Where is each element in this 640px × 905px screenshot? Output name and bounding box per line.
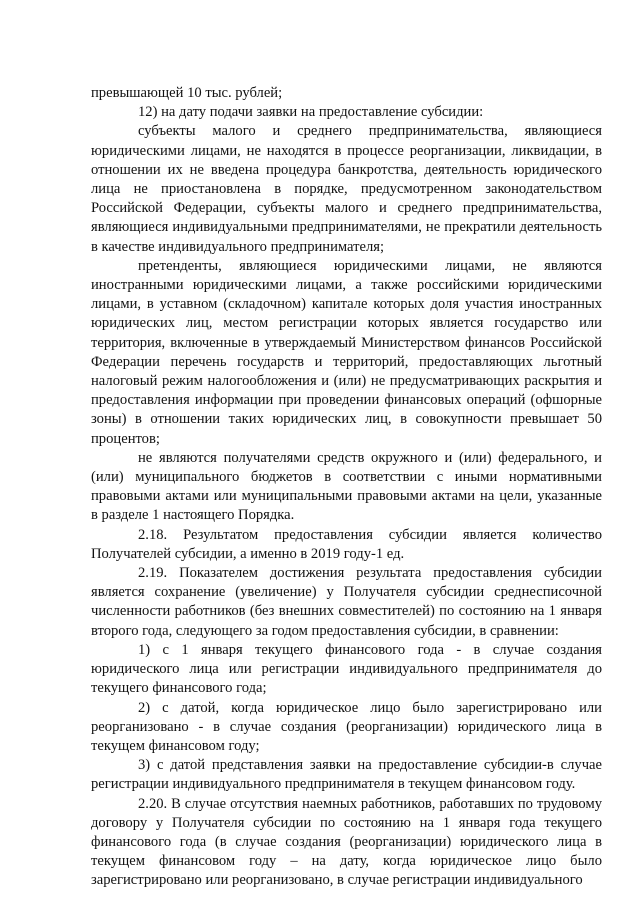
paragraph: 1) с 1 января текущего финансового года - в случае создания юридического лица или регистрации индивидуального предпринимателя до текущего финансового года; — [91, 641, 602, 697]
paragraph: 12) на дату подачи заявки на предоставление субсидии: — [138, 104, 484, 121]
paragraph: не являются получателями средств окружного и (или) федерального, и (или) муниципального бюджетов в соответствии с иными нормативными правовыми актами или муниципальными правовыми актами на цели, указанные в разделе 1 настоящего Порядка. — [91, 449, 602, 524]
paragraph: претенденты, являющиеся юридическими лицами, не являются иностранными юридическими лицами, а также российскими юридическими лицами, в уставном (складочном) капитале которых доля участия иностранных юридических лиц, местом регистрации которых является государство или территория, включенные в утверждаемый Министерством финансов Российской Федерации перечень государств и территорий, предоставляющих льготный налоговый режим налогообложения и (или) не предусматривающих раскрытия и предоставления информации при проведении финансовых операций (офшорные зоны) в отношении таких юридических лиц, в совокупности превышает 50 процентов; — [91, 257, 602, 447]
paragraph: 2) с датой, когда юридическое лицо было зарегистрировано или реорганизовано - в случае создания (реорганизации) юридического лица в текущем финансовом году; — [91, 699, 602, 754]
paragraph: 2.19. Показателем достижения результата предоставления субсидии является сохранение (увеличение) у Получателя субсидии среднесписочной численности работников (без внешних совместителей) по состоянию на 1 января второго года, следующего за годом предоставления субсидии, в сравнении: — [91, 565, 602, 639]
paragraph: субъекты малого и среднего предпринимательства, являющиеся юридическими лицами, не находятся в процессе реорганизации, ликвидации, в отношении их не введена процедура банкротства, деятельность юридического лица не приостановлена в порядке, предусмотренном законодательством Российской Федерации, субъекты малого и среднего предпринимательства, являющиеся индивидуальными предпринимателями, не прекратили деятельность в качестве индивидуального предпринимателя; — [91, 123, 602, 255]
paragraph: 2.18. Результатом предоставления субсидии является количество Получателей субсидии, а именно в 2019 году-1 ед. — [91, 526, 602, 562]
paragraph: превышающей 10 тыс. рублей; — [91, 85, 283, 101]
document-page — [91, 84, 602, 891]
paragraph: 2.20. В случае отсутствия наемных работников, работавших по трудовому договору у Получателя субсидии по состоянию на 1 января года текущего финансового года (в случае создания (реорганизации) юридического лица в текущем финансовом году – на дату, когда юридическое лицо было зарегистрировано или реорганизовано, в случае регистрации индивидуального — [91, 795, 602, 889]
paragraph: 3) с датой представления заявки на предоставление субсидии-в случае регистрации индивидуального предпринимателя в текущем финансовом году. — [91, 757, 602, 793]
